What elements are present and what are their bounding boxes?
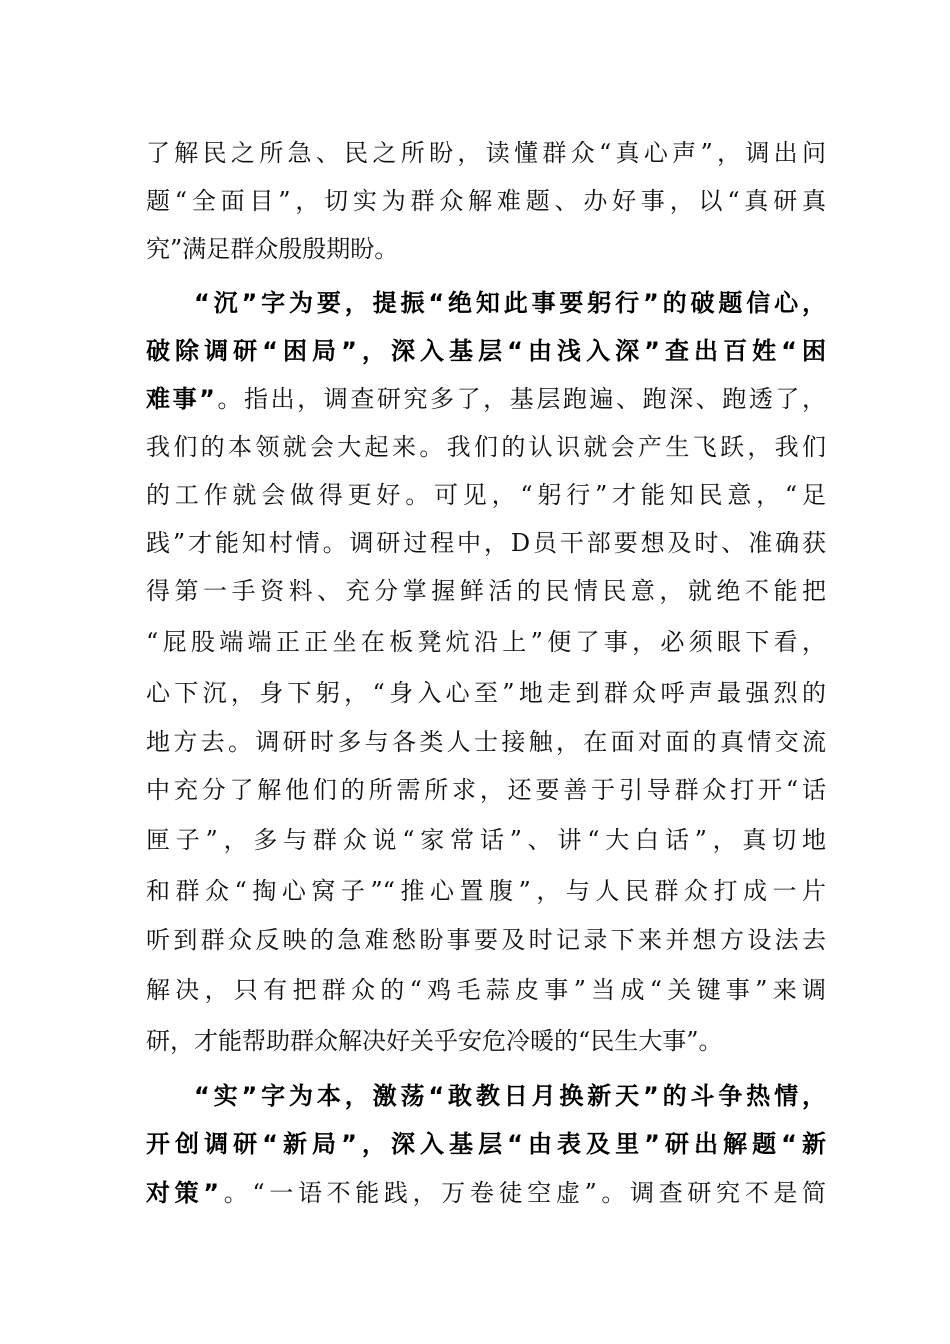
- paragraph-2-line: 匣子”，多与群众说“家常话”、讲“大白话”，真切地: [146, 826, 826, 854]
- paragraph-1-line-1: 了解民之所急、民之所盼，读懂群众“真心声”，调出问: [146, 139, 826, 167]
- paragraph-2-line: 践”才能知村情。调研过程中，D员干部要想及时、准确获: [146, 529, 826, 557]
- paragraph-2-line: “屁股端端正正坐在板凳炕沿上”便了事，必须眼下看，: [146, 628, 826, 656]
- paragraph-3-body-start: 。“一语不能践，万卷徒空虚”。调查研究不是简: [219, 1179, 826, 1207]
- paragraph-2-line: 得第一手资料、充分掌握鲜活的民情民意，就绝不能把: [146, 577, 826, 605]
- paragraph-2-line: 听到群众反映的急难愁盼事要及时记录下来并想方设法去: [146, 926, 826, 954]
- paragraph-3-heading-line-2: 开创调研“新局”，深入基层“由表及里”研出解题“新: [146, 1130, 826, 1158]
- paragraph-2-body-start: 。指出，调查研究多了，基层跑遍、跑深、跑透了，: [214, 385, 827, 413]
- paragraph-2-heading-end: 难事”: [146, 385, 215, 413]
- paragraph-2-line: 地方去。调研时多与各类人士接触，在面对面的真情交流: [146, 728, 826, 756]
- paragraph-2-line: 研，才能帮助群众解决好关乎安危冷暖的“民生大事”。: [146, 1027, 723, 1055]
- paragraph-1-line-3: 究”满足群众殷殷期盼。: [146, 235, 399, 263]
- paragraph-2-line: 我们的本领就会大起来。我们的认识就会产生飞跃，我们: [146, 433, 826, 461]
- paragraph-2-line: 解决，只有把群众的“鸡毛蒜皮事”当成“关键事”来调: [146, 976, 826, 1004]
- paragraph-2-line: 和群众“掏心窝子”“推心置腹”，与人民群众打成一片: [146, 877, 826, 905]
- paragraph-2-line: 中充分了解他们的所需所求，还要善于引导群众打开“话: [146, 776, 826, 804]
- paragraph-2-heading-line-2: 破除调研“困局”，深入基层“由浅入深”查出百姓“困: [146, 337, 826, 365]
- paragraph-3-mixed-line: [146, 1173, 826, 1213]
- paragraph-1-line-2: 题“全面目”，切实为群众解难题、办好事，以“真研真: [146, 187, 826, 215]
- paragraph-2-heading-line-1: “沉”字为要，提振“绝知此事要躬行”的破题信心，: [194, 289, 826, 317]
- paragraph-2-mixed-line: [146, 379, 826, 419]
- paragraph-2-line: 的工作就会做得更好。可见，“躬行”才能知民意，“足: [146, 481, 826, 509]
- paragraph-2-line: 心下沉，身下躬，“身入心至”地走到群众呼声最强烈的: [146, 679, 826, 707]
- paragraph-3-heading-line-1: “实”字为本，激荡“敢教日月换新天”的斗争热情，: [194, 1082, 826, 1110]
- paragraph-3-heading-end: 对策”: [146, 1179, 220, 1207]
